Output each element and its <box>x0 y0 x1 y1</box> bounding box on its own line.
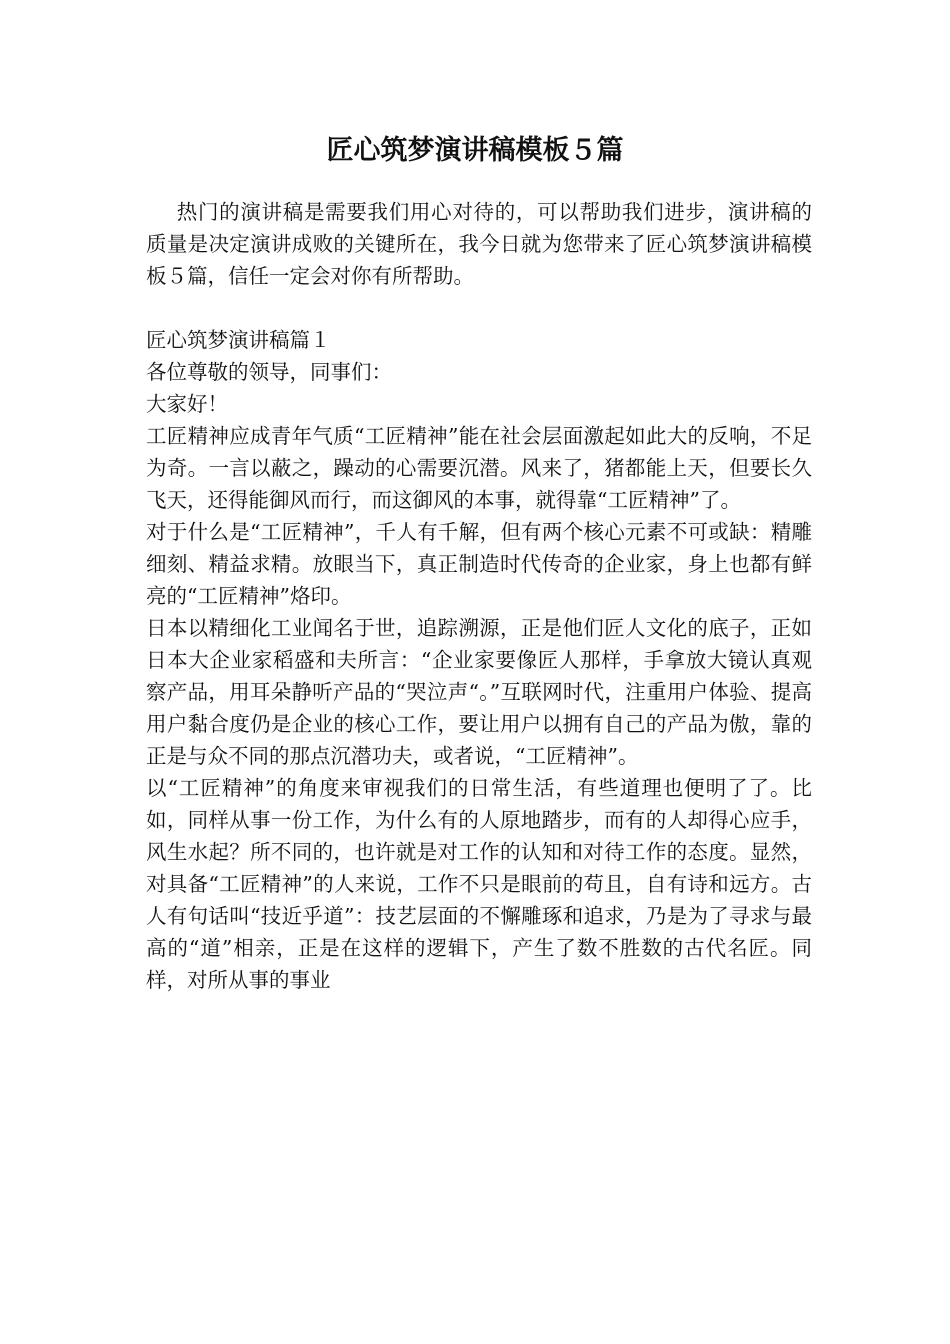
body-paragraph: 对于什么是“工匠精神”，千人有千解，但有两个核心元素不可或缺：精雕细刻、精益求精。放眼当下，真正制造时代传奇的企业家，身上也都有鲜亮的“工匠精神”烙印。 <box>146 520 812 608</box>
greeting: 大家好！ <box>146 392 228 416</box>
document-title: 匠心筑梦演讲稿模板５篇 <box>326 135 624 166</box>
salutation: 各位尊敬的领导，同事们： <box>146 360 392 384</box>
body-paragraph: 工匠精神应成青年气质“工匠精神”能在社会层面激起如此大的反响，不足为奇。一言以蔽之，躁动的心需要沉潜。风来了，猪都能上天，但要长久飞天，还得能御风而行，而这御风的本事，就得靠“工匠精神”了。 <box>146 424 812 512</box>
document-body <box>146 196 812 996</box>
body-paragraph: 以“工匠精神”的角度来审视我们的日常生活，有些道理也便明了了。比如，同样从事一份工作，为什么有的人原地踏步，而有的人却得心应手，风生水起？所不同的，也许就是对工作的认知和对待工作的态度。显然，对具备“工匠精神”的人来说，工作不只是眼前的苟且，自有诗和远方。古人有句话叫“技近乎道”：技艺层面的不懈雕琢和追求，乃是为了寻求与最高的“道”相亲，正是在这样的逻辑下，产生了数不胜数的古代名匠。同样，对所从事的事业 <box>146 776 812 992</box>
intro-paragraph: 热门的演讲稿是需要我们用心对待的，可以帮助我们进步，演讲稿的质量是决定演讲成败的关键所在，我今日就为您带来了匠心筑梦演讲稿模板５篇，信任一定会对你有所帮助。 <box>146 200 812 288</box>
section-heading: 匠心筑梦演讲稿篇１ <box>146 328 331 352</box>
body-paragraph: 日本以精细化工业闻名于世，追踪溯源，正是他们匠人文化的底子，正如日本大企业家稻盛和夫所言：“企业家要像匠人那样，手拿放大镜认真观察产品，用耳朵静听产品的“哭泣声“。”互联网时代，注重用户体验、提高用户黏合度仍是企业的核心工作，要让用户以拥有自己的产品为傲，靠的正是与众不同的那点沉潜功夫，或者说，“工匠精神”。 <box>146 616 812 768</box>
